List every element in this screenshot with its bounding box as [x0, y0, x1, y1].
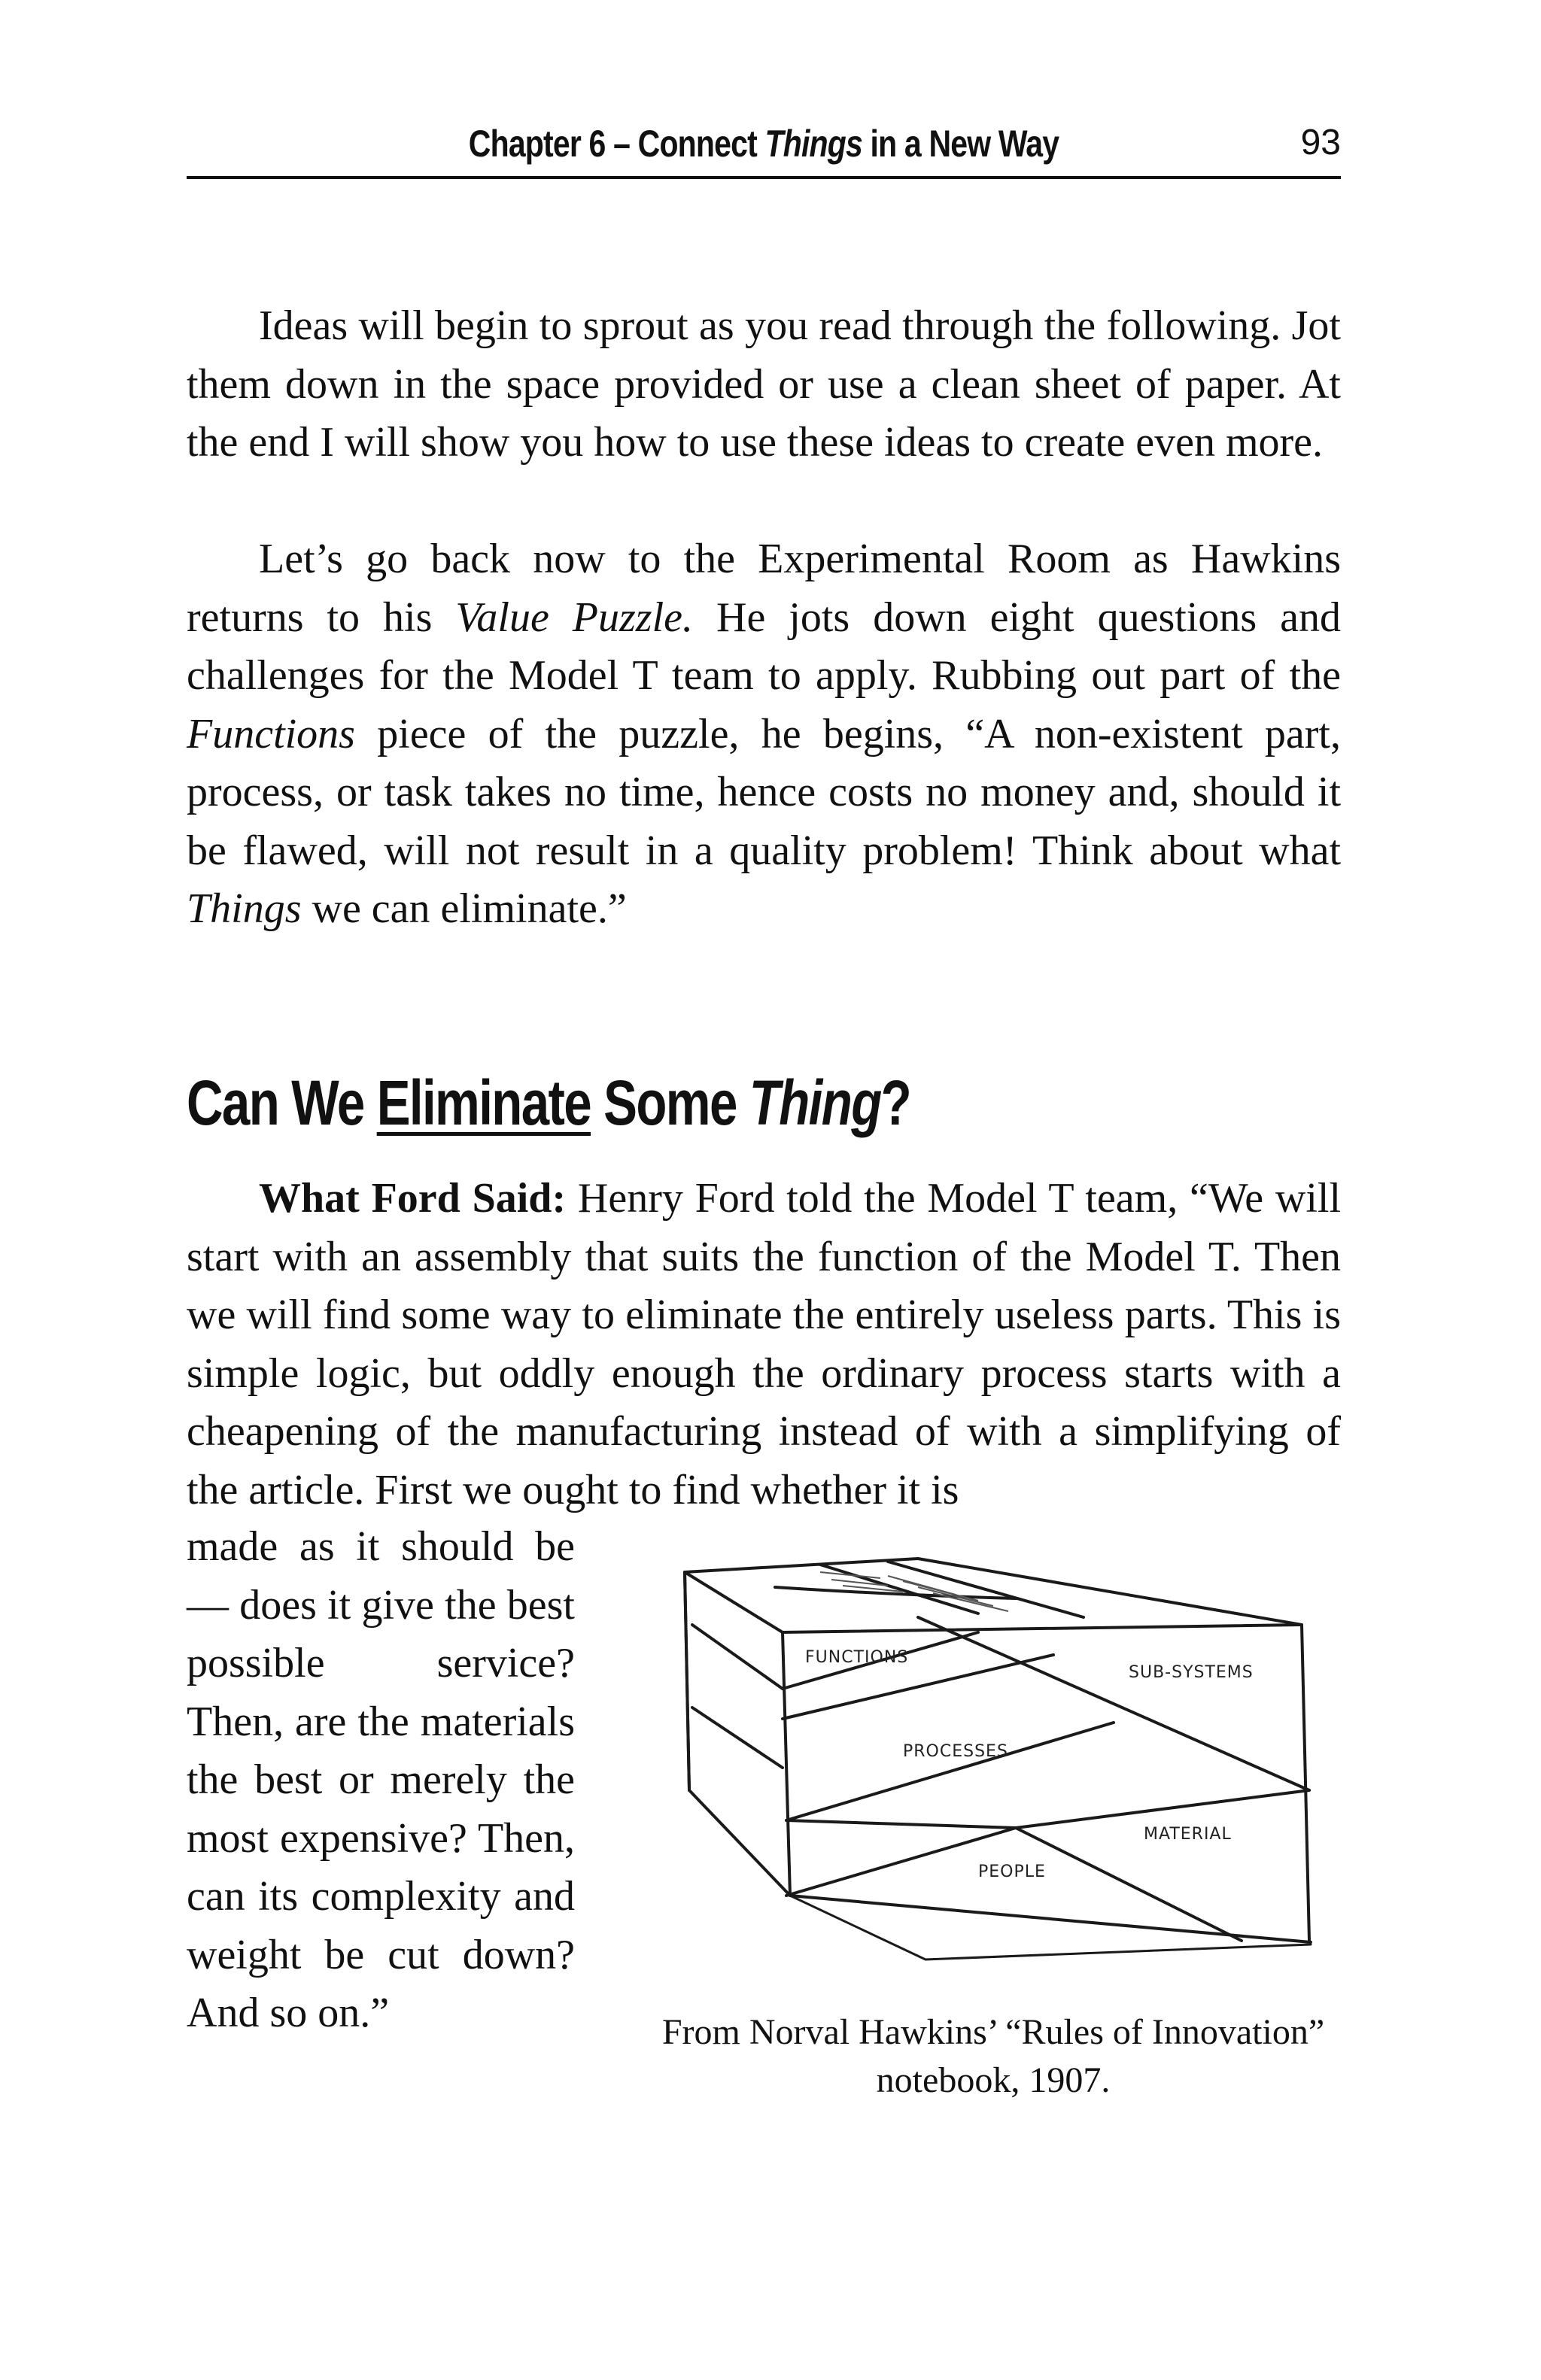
paragraph-ford — [187, 1170, 1341, 1519]
paragraph-text: Henry Ford told the Model T team, “We will start with an assembly that suits the function of the Model T. Then we will find some way to eliminate the entirely useless parts. This is simple logic, but oddly enough the ordinary process starts with a cheapening of the manufacturing instead of with a simplifying of the article. First we ought to find whether it is — [187, 1175, 1342, 1513]
label-material: MATERIAL — [1144, 1825, 1232, 1844]
label-processes: PROCESSES — [903, 1742, 1008, 1761]
paragraph-text: Let’s go back now to the Experimental Room as Hawkins returns to his — [187, 536, 1341, 641]
heading-underlined: Eliminate — [376, 1067, 591, 1138]
heading-text: Some — [591, 1067, 749, 1138]
running-head-text: Chapter 6 – Connect — [468, 123, 765, 165]
running-head-text-end: in a New Way — [862, 123, 1059, 165]
heading-italic: Thing — [749, 1067, 881, 1138]
running-head-italic: Things — [764, 123, 862, 165]
heading-text: Can We — [187, 1067, 377, 1138]
label-subsystems: SUB-SYSTEMS — [1129, 1663, 1254, 1682]
figure-caption: From Norval Hawkins’ “Rules of Innovation” notebook, 1907. — [661, 2012, 1325, 2100]
italic-value-puzzle: Value Puzzle. — [455, 593, 694, 641]
paragraph-intro: Ideas will begin to sprout as you read through the following. Jot them down in the space provided or use a clean sheet of paper. At the end I will show you how to use these ideas to create even more. — [187, 302, 1341, 466]
heading-text: ? — [880, 1067, 911, 1138]
paragraph-wrap: made as it should be — does it give the best possible service? Then, are the materials the best or merely the most expensive? Then, can its complexity and weight be cut down? And so on.” — [187, 1523, 575, 2036]
label-people: PEOPLE — [978, 1862, 1046, 1881]
section-heading — [187, 1067, 910, 1140]
paragraph-text: we can eliminate.” — [301, 885, 627, 932]
paragraph-text: He jots down eight questions and challenges for the Model T team to apply. Rubbing out part of the — [187, 593, 1341, 699]
label-functions: FUNCTIONS — [805, 1648, 909, 1667]
paragraph-text: piece of the puzzle, he begins, “A non-existent part, process, or task takes no time, hence costs no money and, should it be flawed, will not result in a quality problem! Think about what — [187, 710, 1341, 874]
page-number: 93 — [1300, 123, 1341, 162]
paragraph-hawkins — [187, 530, 1341, 939]
value-puzzle-sketch — [662, 1542, 1324, 1978]
italic-things: Things — [187, 885, 302, 932]
italic-functions: Functions — [187, 710, 355, 757]
page-header — [187, 113, 1341, 179]
running-head — [290, 122, 1237, 165]
lead-in-bold: What Ford Said: — [259, 1175, 567, 1222]
